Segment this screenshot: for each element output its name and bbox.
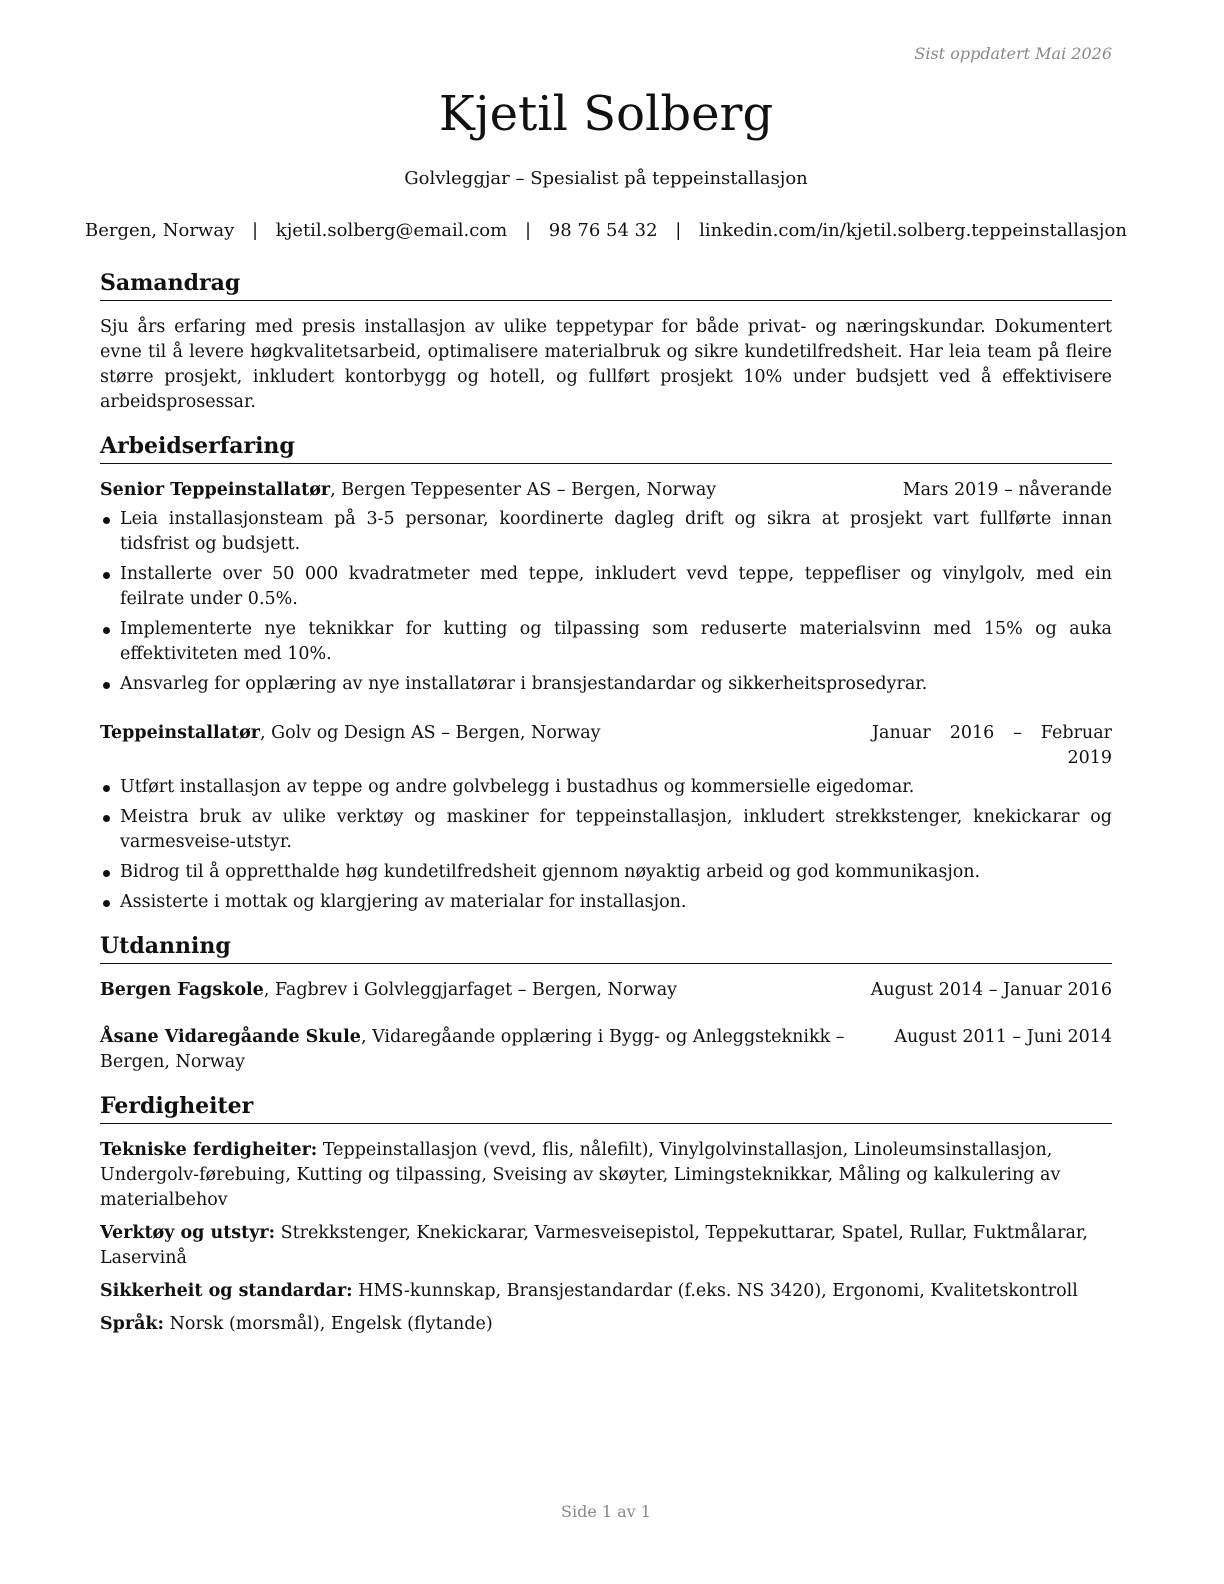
education-detail: , Fagbrev i Golvleggjarfaget – Bergen, Norway xyxy=(263,980,678,1000)
education-dates: August 2014 – Januar 2016 xyxy=(870,980,1112,1000)
education-detail: , Vidaregåande opplæring i Bygg- og Anleggsteknikk – Bergen, Norway xyxy=(100,1027,845,1072)
education-entry xyxy=(100,1025,1112,1075)
resume-content xyxy=(100,268,1112,1337)
skill-label: Sikkerheit og standardar: xyxy=(100,1281,353,1301)
list-item: Leia installasjonsteam på 3-5 personar, koordinerte dagleg drift og sikra at prosjekt vart fullførte innan tidsfrist og budsjett. xyxy=(100,507,1112,557)
job-company: , Golv og Design AS – Bergen, Norway xyxy=(260,723,601,743)
candidate-name: Kjetil Solberg xyxy=(438,86,774,142)
section-title: Ferdigheiter xyxy=(100,1091,1112,1124)
section-title: Arbeidserfaring xyxy=(100,431,1112,464)
education-school: Åsane Vidaregåande Skule xyxy=(100,1027,361,1047)
skill-group xyxy=(100,1312,1112,1337)
experience-section xyxy=(100,431,1112,915)
skill-group xyxy=(100,1279,1112,1304)
skills-section xyxy=(100,1091,1112,1337)
job-role: Teppeinstallatør xyxy=(100,723,261,743)
list-item: Ansvarleg for opplæring av nye installatørar i bransjestandardar og sikkerheitsprosedyrar. xyxy=(100,672,1112,697)
list-item: Utført installasjon av teppe og andre golvbelegg i bustadhus og kommersielle eigedomar. xyxy=(100,775,1112,800)
list-item: Meistra bruk av ulike verktøy og maskiner for teppeinstallasjon, inkludert strekkstenger, knekickarar og varmesveise-utstyr. xyxy=(100,805,1112,855)
page-number: Side 1 av 1 xyxy=(561,1502,651,1521)
skill-text: Teppeinstallasjon (vevd, flis, nålefilt), Vinylgolvinstallasjon, Linoleumsinstallasjon, Undergolv-førebuing, Kutting og tilpassing, Sveising av skøyter, Limingsteknikkar, Måling og kalkulering av materialbehov xyxy=(100,1140,1061,1210)
summary-section xyxy=(100,268,1112,415)
contact-line xyxy=(80,220,1132,241)
skill-label: Verktøy og utstyr: xyxy=(100,1223,276,1243)
job-dates: Januar 2016 – Februar 2019 xyxy=(872,723,1112,768)
job-entry xyxy=(100,478,1112,697)
education-school: Bergen Fagskole xyxy=(100,980,264,1000)
skill-label: Tekniske ferdigheiter: xyxy=(100,1140,318,1160)
skill-text: Strekkstenger, Knekickarar, Varmesveisepistol, Teppekuttarar, Spatel, Rullar, Fuktmålarar, Laservinå xyxy=(100,1223,1088,1268)
job-entry xyxy=(100,721,1112,915)
education-title-line xyxy=(100,978,855,1003)
job-bullets xyxy=(100,507,1112,697)
contact-separator: | xyxy=(251,220,259,241)
job-header xyxy=(100,478,1112,503)
skill-text: Norsk (morsmål), Engelsk (flytande) xyxy=(164,1314,493,1334)
education-section xyxy=(100,931,1112,1075)
job-title-line xyxy=(100,721,856,771)
contact-email[interactable]: kjetil.solberg@email.com xyxy=(275,220,508,241)
list-item: Implementerte nye teknikkar for kutting og tilpassing som reduserte materialsvinn med 15% og auka effektiviteten med 10%. xyxy=(100,617,1112,667)
job-bullets xyxy=(100,775,1112,915)
job-company: , Bergen Teppesenter AS – Bergen, Norway xyxy=(330,480,717,500)
job-title-line xyxy=(100,478,887,503)
skill-label: Språk: xyxy=(100,1314,165,1334)
contact-separator: | xyxy=(524,220,532,241)
education-dates: August 2011 – Juni 2014 xyxy=(894,1027,1112,1047)
contact-phone: 98 76 54 32 xyxy=(548,220,658,241)
list-item: Bidrog til å oppretthalde høg kundetilfredsheit gjennom nøyaktig arbeid og god kommunikasjon. xyxy=(100,860,1112,885)
contact-separator: | xyxy=(675,220,682,241)
skill-text: HMS-kunnskap, Bransjestandardar (f.eks. NS 3420), Ergonomi, Kvalitetskontroll xyxy=(352,1281,1078,1301)
last-updated: Sist oppdatert Mai 2026 xyxy=(914,44,1112,63)
contact-linkedin[interactable]: linkedin.com/in/kjetil.solberg.teppeinstallasjon xyxy=(699,220,1127,241)
section-title: Utdanning xyxy=(100,931,1112,964)
skill-group xyxy=(100,1221,1112,1271)
education-entry xyxy=(100,978,1112,1003)
education-title-line xyxy=(100,1025,878,1075)
list-item: Assisterte i mottak og klargjering av materialar for installasjon. xyxy=(100,890,1112,915)
contact-location: Bergen, Norway xyxy=(85,220,235,241)
summary-text: Sju års erfaring med presis installasjon av ulike teppetypar for både privat- og næringskundar. Dokumentert evne til å levere høgkvalitetsarbeid, optimalisere materialbruk og sikre kundetilfredsheit. Har leia team på fleire større prosjekt, inkludert kontorbygg og hotell, og fullført prosjekt 10% under budsjett ved å effektivisere arbeidsprosessar. xyxy=(100,317,1112,412)
job-role: Senior Teppeinstallatør xyxy=(100,480,331,500)
headline: Golvleggjar – Spesialist på teppeinstallasjon xyxy=(404,168,808,189)
job-header xyxy=(100,721,1112,771)
list-item: Installerte over 50 000 kvadratmeter med teppe, inkludert vevd teppe, teppefliser og vinylgolv, med ein feilrate under 0.5%. xyxy=(100,562,1112,612)
job-dates: Mars 2019 – nåverande xyxy=(902,480,1112,500)
section-title: Samandrag xyxy=(100,268,1112,301)
skill-group xyxy=(100,1138,1112,1213)
